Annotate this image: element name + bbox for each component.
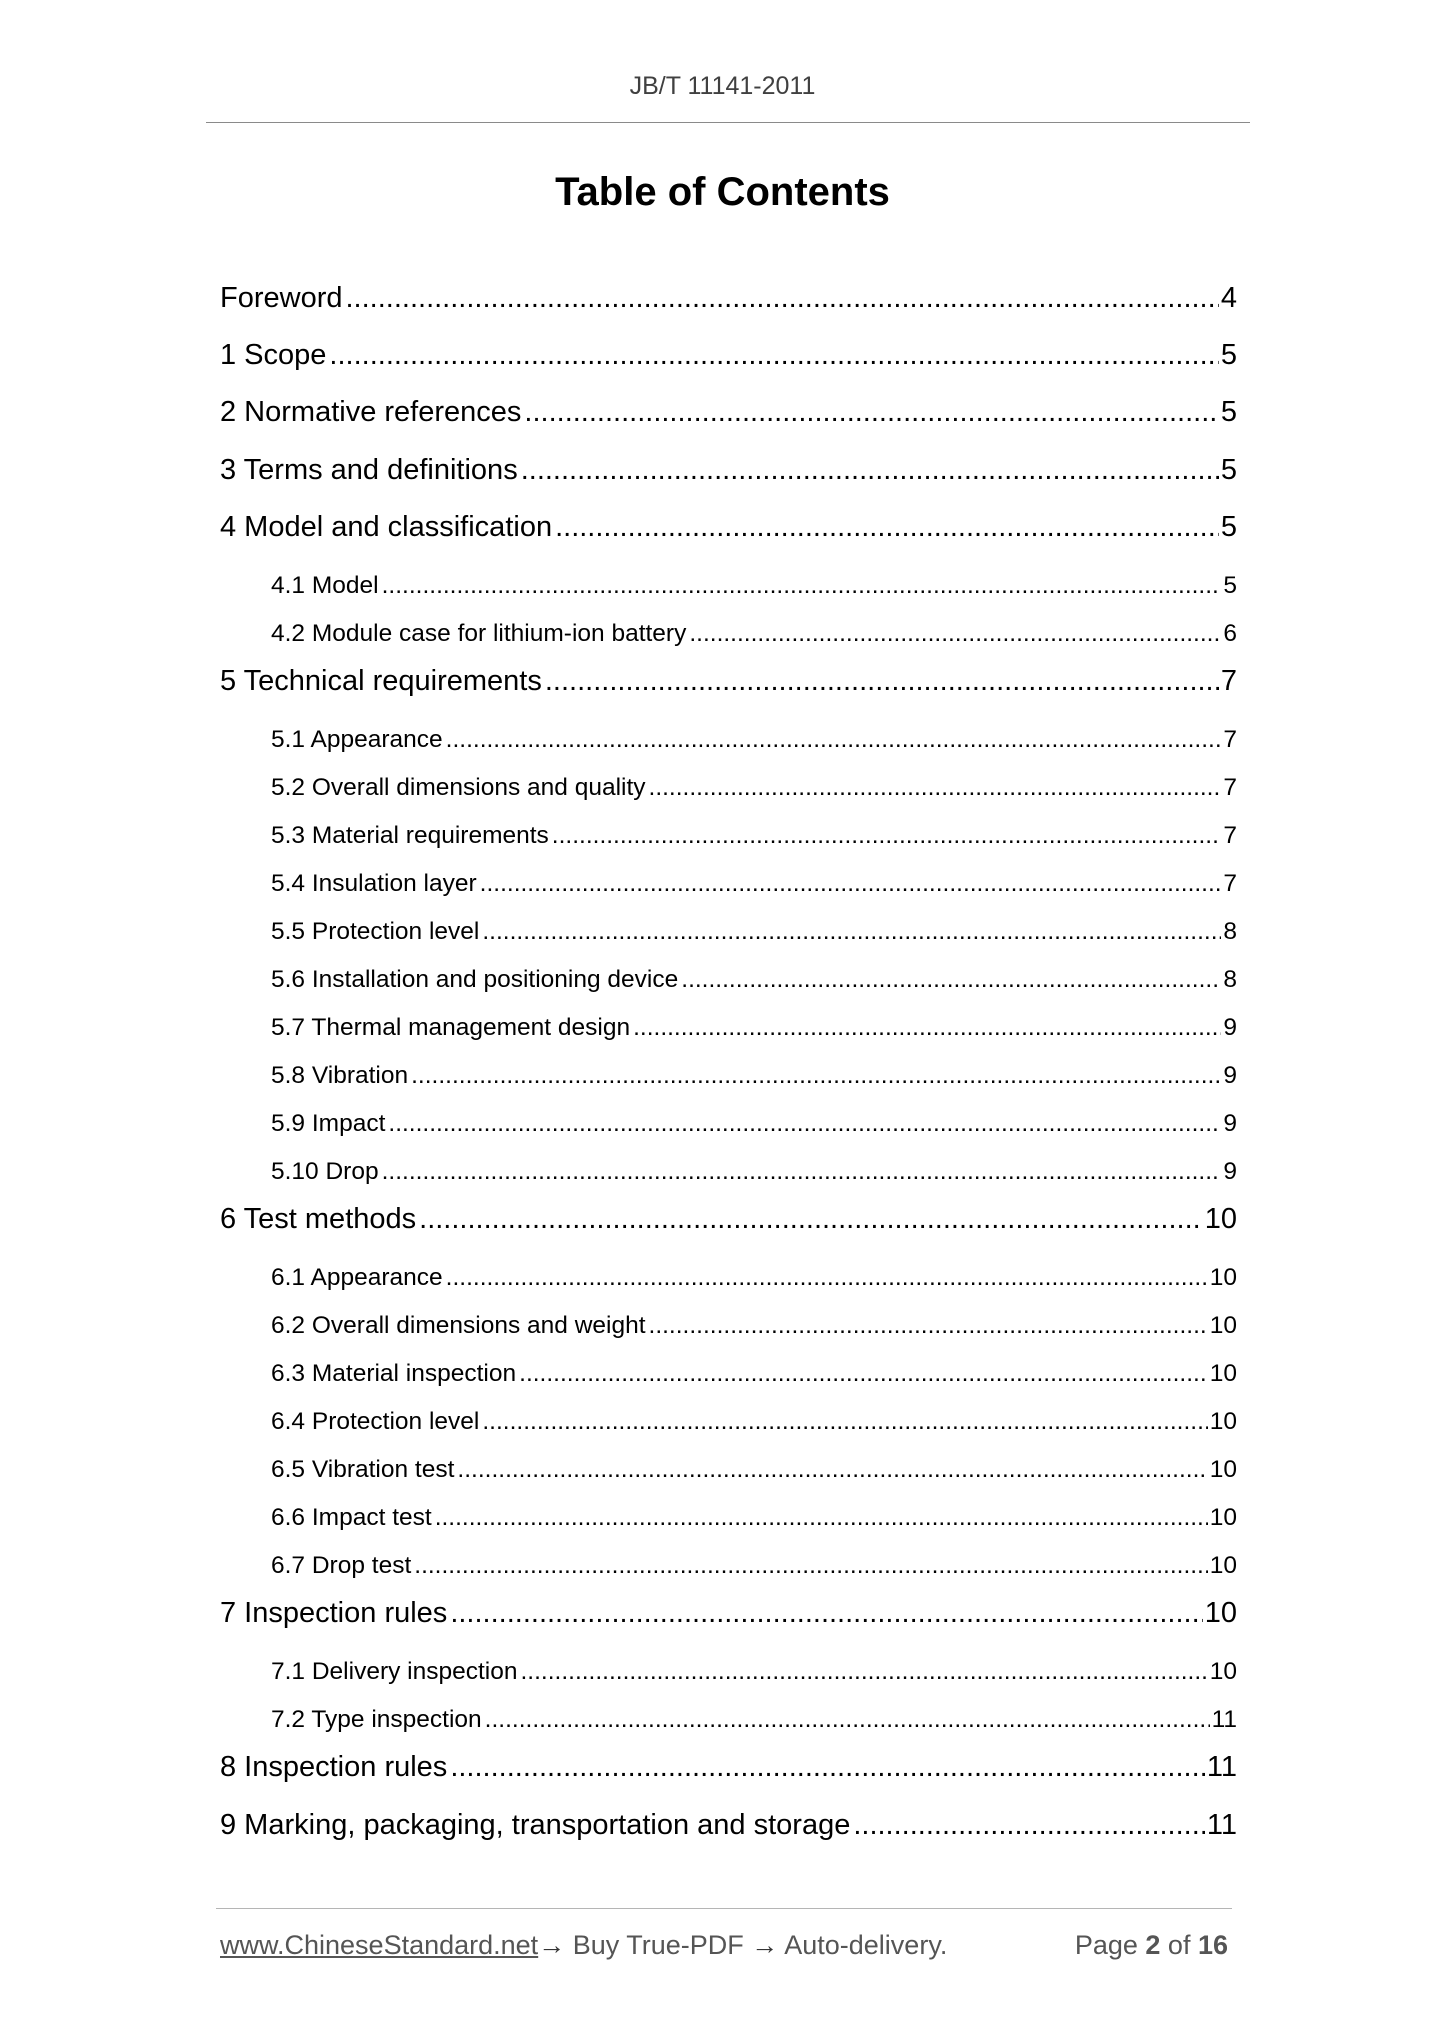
toc-entry-label: 9 Marking, packaging, transportation and storage (220, 1809, 851, 1841)
toc-entry-page: 6 (1223, 620, 1237, 647)
toc-entry[interactable] (271, 1706, 1237, 1750)
toc-dot-leader (649, 774, 1222, 802)
toc-entry-label: 5.2 Overall dimensions and quality (271, 774, 646, 801)
toc-dot-leader (480, 870, 1222, 898)
toc-dot-leader (519, 1360, 1208, 1388)
toc-entry-label: 5.4 Insulation layer (271, 870, 477, 897)
toc-dot-leader (435, 1504, 1208, 1532)
toc-dot-leader (555, 511, 1219, 544)
footer-left (220, 1930, 947, 1961)
page-total: 16 (1197, 1930, 1228, 1960)
toc-entry-label: 7 Inspection rules (220, 1597, 448, 1629)
toc-entry-label: 7.1 Delivery inspection (271, 1658, 518, 1685)
toc-entry-page: 7 (1223, 726, 1237, 753)
toc-dot-leader (414, 1552, 1207, 1580)
toc-entry[interactable] (220, 282, 1237, 326)
toc-dot-leader (450, 1751, 1205, 1784)
toc-entry-page: 5 (1223, 572, 1237, 599)
toc-entry[interactable] (220, 1809, 1237, 1853)
toc-entry[interactable] (271, 966, 1237, 1010)
toc-entry-label: 1 Scope (220, 339, 327, 371)
toc-entry-page: 10 (1209, 1504, 1237, 1531)
toc-entry-label: 5.10 Drop (271, 1158, 379, 1185)
toc-entry-label: 6.1 Appearance (271, 1264, 443, 1291)
toc-entry-label: 8 Inspection rules (220, 1751, 448, 1783)
toc-entry-label: 5.8 Vibration (271, 1062, 409, 1089)
page-title: Table of Contents (555, 170, 890, 214)
toc-entry[interactable] (271, 572, 1237, 616)
toc-entry-label: 6.4 Protection level (271, 1408, 480, 1435)
toc-entry[interactable] (271, 1312, 1237, 1356)
toc-entry[interactable] (271, 1264, 1237, 1308)
toc-entry-page: 10 (1209, 1312, 1237, 1339)
toc-entry[interactable] (220, 1597, 1237, 1641)
toc-entry[interactable] (220, 1751, 1237, 1795)
toc-entry-label: 2 Normative references (220, 396, 522, 428)
toc-dot-leader (482, 918, 1221, 946)
toc-entry-label: 4.1 Model (271, 572, 379, 599)
toc-entry-page: 9 (1223, 1014, 1237, 1041)
page-of: of (1160, 1930, 1198, 1960)
toc-entry[interactable] (271, 870, 1237, 914)
toc-entry-page: 11 (1211, 1706, 1237, 1733)
toc-entry[interactable] (271, 1504, 1237, 1548)
toc-entry[interactable] (271, 1456, 1237, 1500)
toc-entry-page: 10 (1204, 1203, 1237, 1235)
toc-entry-page: 7 (1223, 822, 1237, 849)
toc-entry[interactable] (271, 918, 1237, 962)
toc-entry-page: 10 (1209, 1264, 1237, 1291)
toc-entry-page: 7 (1223, 870, 1237, 897)
toc-entry-label: 6 Test methods (220, 1203, 417, 1235)
toc-entry[interactable] (220, 454, 1237, 498)
toc-dot-leader (689, 620, 1221, 648)
toc-dot-leader (853, 1809, 1205, 1842)
toc-dot-leader (482, 1408, 1207, 1436)
toc-entry-label: 5.6 Installation and positioning device (271, 966, 679, 993)
toc-dot-leader (485, 1706, 1210, 1734)
toc-entry-page: 10 (1209, 1360, 1237, 1387)
toc-dot-leader (681, 966, 1221, 994)
toc-entry-label: 5.7 Thermal management design (271, 1014, 631, 1041)
toc-entry[interactable] (271, 1658, 1237, 1702)
toc-entry-page: 8 (1223, 966, 1237, 993)
toc-entry-label: 5.5 Protection level (271, 918, 480, 945)
toc-entry[interactable] (271, 1014, 1237, 1058)
toc-dot-leader (524, 396, 1218, 429)
toc-entry-label: 5.1 Appearance (271, 726, 443, 753)
toc-entry-label: 6.5 Vibration test (271, 1456, 455, 1483)
toc-entry-page: 9 (1223, 1062, 1237, 1089)
toc-entry-page: 4 (1220, 282, 1237, 314)
toc-entry[interactable] (271, 774, 1237, 818)
toc-dot-leader (552, 822, 1222, 850)
toc-dot-leader (633, 1014, 1221, 1042)
toc-entry-page: 10 (1204, 1597, 1237, 1629)
toc-entry[interactable] (271, 1110, 1237, 1154)
header-doc-code: JB/T 11141-2011 (629, 72, 816, 100)
toc-entry-page: 5 (1220, 339, 1237, 371)
footer (220, 1930, 1228, 1966)
toc-dot-leader (649, 1312, 1208, 1340)
toc-dot-leader (521, 454, 1219, 487)
toc-dot-leader (446, 1264, 1208, 1292)
toc-entry-page: 10 (1209, 1408, 1237, 1435)
toc-entry-label: 4.2 Module case for lithium-ion battery (271, 620, 687, 647)
buy-true-pdf-text: Buy True-PDF (565, 1930, 752, 1960)
toc-entry-label: 4 Model and classification (220, 511, 553, 543)
page-prefix: Page (1074, 1930, 1146, 1960)
toc-entry[interactable] (220, 396, 1237, 440)
toc-entry-page: 10 (1209, 1552, 1237, 1579)
toc-entry-label: 6.6 Impact test (271, 1504, 432, 1531)
toc-entry-label: Foreword (220, 282, 343, 314)
toc-entry-page: 5 (1220, 396, 1237, 428)
page-indicator (1075, 1930, 1228, 1961)
toc-entry-page: 8 (1223, 918, 1237, 945)
toc-entry-label: 6.3 Material inspection (271, 1360, 517, 1387)
toc-entry-page: 11 (1206, 1751, 1237, 1783)
toc-entry[interactable] (271, 1408, 1237, 1452)
toc-entry-label: 7.2 Type inspection (271, 1706, 482, 1733)
toc-dot-leader (382, 1158, 1222, 1186)
toc-entry-label: 5.3 Material requirements (271, 822, 549, 849)
arrow-right-icon: → (751, 1930, 779, 1960)
toc-entry-page: 9 (1223, 1110, 1237, 1137)
toc-entry-label: 5.9 Impact (271, 1110, 386, 1137)
toc-entry-label: 6.2 Overall dimensions and weight (271, 1312, 646, 1339)
toc-dot-leader (411, 1062, 1221, 1090)
toc-entry[interactable] (271, 726, 1237, 770)
toc-dot-leader (346, 282, 1219, 315)
toc-entry[interactable] (220, 511, 1237, 555)
toc-dot-leader (457, 1456, 1207, 1484)
toc-entry-page: 5 (1220, 511, 1237, 543)
toc-entry[interactable] (271, 822, 1237, 866)
toc-entry-label: 3 Terms and definitions (220, 454, 518, 486)
toc-entry-page: 10 (1209, 1658, 1237, 1685)
toc-dot-leader (545, 665, 1219, 698)
toc-entry[interactable] (271, 1062, 1237, 1106)
toc-dot-leader (520, 1658, 1207, 1686)
toc-entry-page: 11 (1206, 1809, 1237, 1841)
toc-entry-label: 5 Technical requirements (220, 665, 542, 697)
toc-entry-label: 6.7 Drop test (271, 1552, 412, 1579)
toc-entry[interactable] (271, 1552, 1237, 1596)
toc-dot-leader (450, 1597, 1202, 1630)
page-current: 2 (1145, 1930, 1161, 1960)
toc-entry[interactable] (271, 1360, 1237, 1404)
toc-dot-leader (329, 339, 1218, 372)
toc-entry-page: 9 (1223, 1158, 1237, 1185)
toc-dot-leader (419, 1203, 1203, 1236)
toc-dot-leader (388, 1110, 1221, 1138)
toc-dot-leader (382, 572, 1222, 600)
toc-entry[interactable] (220, 339, 1237, 383)
toc-entry-page: 7 (1220, 665, 1237, 697)
toc-dot-leader (446, 726, 1222, 754)
arrow-right-icon: → (538, 1930, 566, 1960)
website-link[interactable]: www.ChineseStandard.net (220, 1930, 539, 1960)
toc-entry-page: 5 (1220, 454, 1237, 486)
toc-entry[interactable] (271, 1158, 1237, 1202)
toc-entry-page: 7 (1223, 774, 1237, 801)
toc-entry[interactable] (271, 620, 1237, 664)
toc-entry-page: 10 (1209, 1456, 1237, 1483)
auto-delivery-text: Auto-delivery. (778, 1930, 948, 1960)
footer-divider (216, 1908, 1232, 1909)
toc-entry[interactable] (220, 665, 1237, 709)
toc-entry[interactable] (220, 1203, 1237, 1247)
